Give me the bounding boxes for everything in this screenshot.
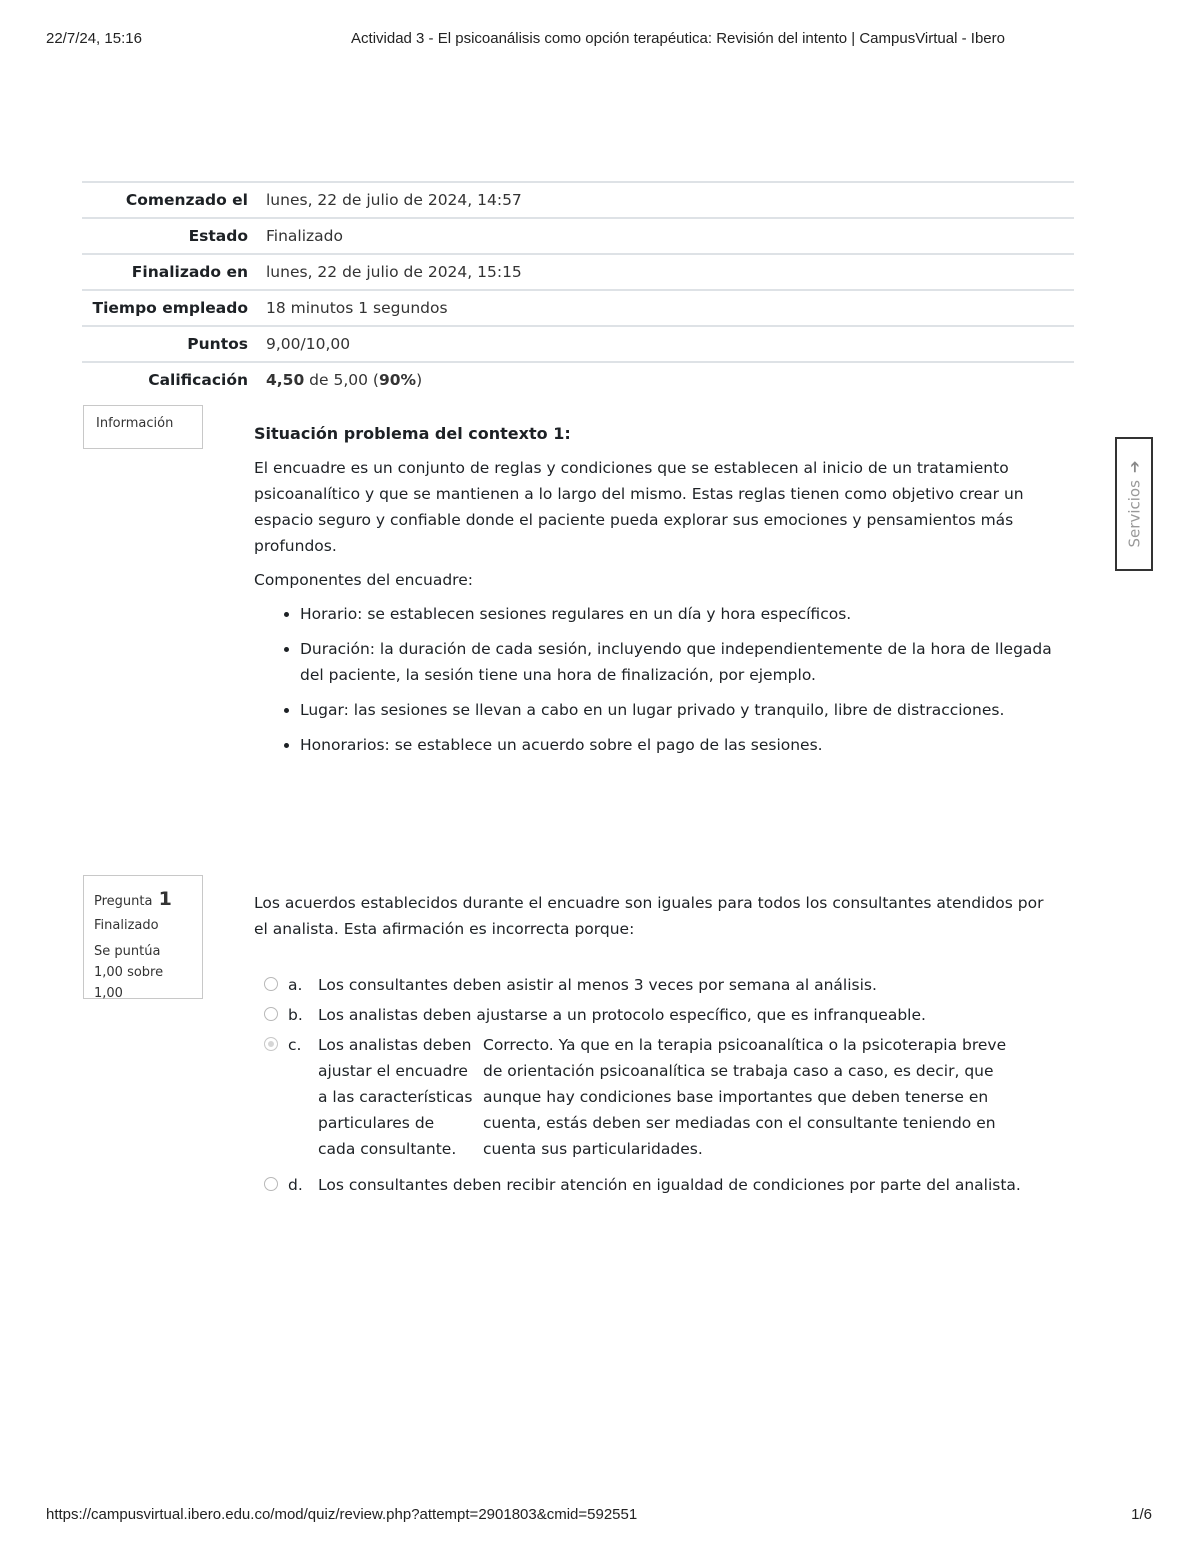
arrow-right-icon: ➔ [1125, 460, 1144, 474]
summary-label: Finalizado en [131, 263, 248, 281]
answer-text: Los consultantes deben recibir atención en igualdad de condiciones por parte del analista. [318, 1176, 1021, 1194]
answer-letter: b. [288, 1006, 303, 1024]
summary-row [82, 182, 1074, 218]
info-content [254, 421, 1054, 767]
summary-label: Tiempo empleado [92, 299, 248, 317]
components-label: Componentes del encuadre: [254, 571, 473, 589]
summary-label: Calificación [148, 371, 248, 389]
info-paragraph: El encuadre es un conjunto de reglas y condiciones que se establecen al inicio de un tratamiento psicoanalítico y que se mantienen a lo largo del mismo. Estas reglas tienen como objetivo crear un espacio seguro y confiable donde el paciente pueda explorar sus emociones y pensamientos más profundos. [254, 459, 1024, 555]
print-url: https://campusvirtual.ibero.edu.co/mod/quiz/review.php?attempt=2901803&cmid=592551 [46, 1506, 638, 1523]
grade-close: ) [416, 371, 423, 389]
question-label: Pregunta [94, 894, 153, 909]
question-text: Los acuerdos establecidos durante el encuadre son iguales para todos los consultantes atendidos por el analista. Esta afirmación es incorrecta porque: [254, 894, 1044, 938]
grade-percent: 90% [378, 371, 417, 389]
summary-value: Finalizado [266, 227, 343, 245]
summary-value: 18 minutos 1 segundos [266, 299, 448, 317]
radio-icon[interactable] [264, 1007, 278, 1021]
summary-row-grade [82, 362, 1074, 397]
question-content [254, 890, 1054, 1202]
list-item: • Horario: se establecen sesiones regulares en un día y hora específicos. [300, 601, 1054, 627]
answer-letter: d. [288, 1176, 303, 1194]
list-item: • Lugar: las sesiones se llevan a cabo en un lugar privado y tranquilo, libre de distracciones. [300, 697, 1054, 723]
radio-icon[interactable] [264, 977, 278, 991]
answer-list [254, 972, 1054, 1198]
info-box [83, 405, 203, 449]
answer-letter: a. [288, 976, 303, 994]
summary-row [82, 218, 1074, 254]
list-item: • Honorarios: se establece un acuerdo sobre el pago de las sesiones. [300, 732, 1054, 758]
radio-icon[interactable] [264, 1177, 278, 1191]
grade-max: de 5,00 ( [304, 371, 379, 389]
attempt-summary-table [82, 181, 1074, 397]
answer-text: Los consultantes deben asistir al menos 3 veces por semana al análisis. [318, 976, 877, 994]
servicios-inner [1125, 461, 1143, 548]
answer-option-d[interactable] [254, 1172, 1054, 1198]
list-item: • Duración: la duración de cada sesión, incluyendo que independientemente de la hora de llegada del paciente, la sesión tiene una hora de finalización, por ejemplo. [300, 636, 1054, 688]
print-page-number: 1/6 [1131, 1506, 1152, 1523]
question-state: Finalizado [94, 918, 159, 933]
answer-text: Los analistas deben ajustar el encuadre a las características particulares de cada consultante. [318, 1036, 473, 1158]
answer-option-c[interactable] [254, 1032, 1054, 1162]
summary-row [82, 254, 1074, 290]
print-header [0, 30, 1200, 50]
answer-text: Los analistas deben ajustarse a un protocolo específico, que es infranqueable. [318, 1006, 926, 1024]
summary-label: Estado [188, 227, 248, 245]
summary-value: 9,00/10,00 [266, 335, 351, 353]
summary-label: Puntos [187, 335, 248, 353]
print-page-title: Actividad 3 - El psicoanálisis como opción terapéutica: Revisión del intento | CampusVirtual - Ibero [351, 30, 1005, 47]
summary-label: Comenzado el [125, 191, 248, 209]
question-grade: Se puntúa 1,00 sobre 1,00 [94, 944, 164, 1001]
question-number [94, 888, 192, 910]
components-list [254, 601, 1054, 758]
summary-row [82, 326, 1074, 362]
servicios-button[interactable] [1115, 437, 1153, 571]
grade-score: 4,50 [266, 371, 305, 389]
question-info-box [83, 875, 203, 999]
info-heading: Situación problema del contexto 1: [254, 424, 571, 443]
radio-checked-icon[interactable] [264, 1037, 278, 1051]
answer-feedback: Correcto. Ya que en la terapia psicoanalítica o la psicoterapia breve de orientación psicoanalítica se trabaja caso a caso, es decir, que aunque hay condiciones base importantes que deben tenerse en cuenta, estás deben ser mediadas con el consultante teniendo en cuenta sus particularidades. [483, 1036, 1007, 1158]
answer-option-b[interactable] [254, 1002, 1054, 1028]
question-number-value: 1 [158, 888, 172, 910]
info-box-label: Información [96, 416, 174, 431]
grade-value [266, 362, 1074, 397]
summary-row [82, 290, 1074, 326]
print-date: 22/7/24, 15:16 [46, 30, 142, 47]
summary-value: lunes, 22 de julio de 2024, 15:15 [266, 263, 522, 281]
answer-option-a[interactable] [254, 972, 1054, 998]
answer-letter: c. [288, 1036, 302, 1054]
summary-value: lunes, 22 de julio de 2024, 14:57 [266, 191, 522, 209]
print-footer [0, 1506, 1200, 1526]
servicios-label: Servicios [1125, 480, 1144, 548]
